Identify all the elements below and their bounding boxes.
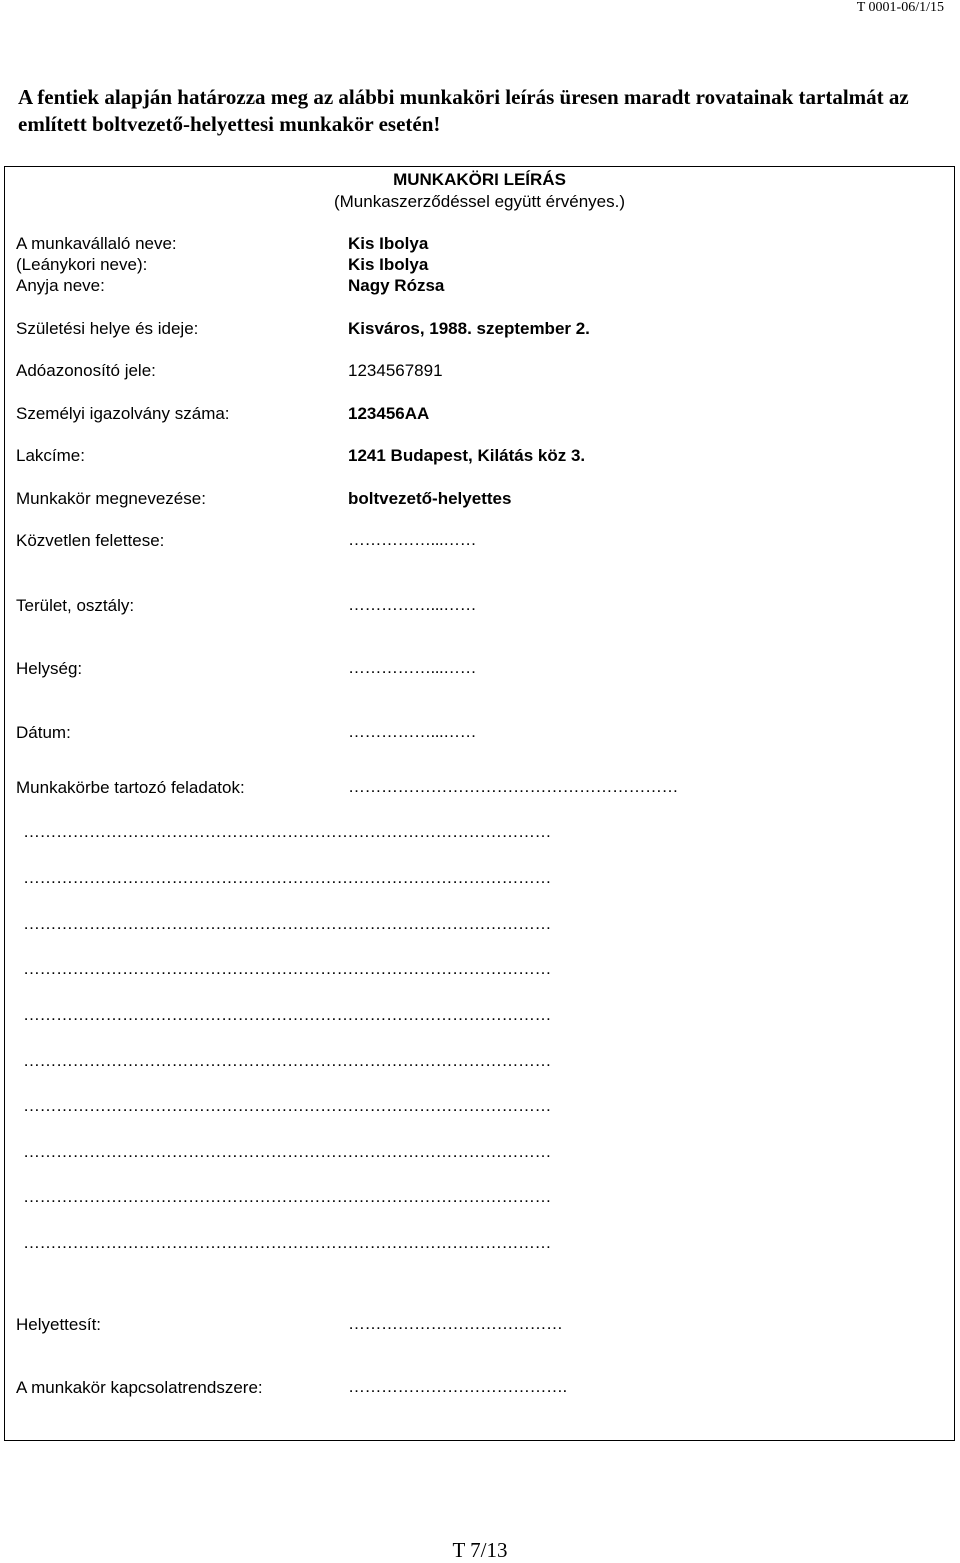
address-value: 1241 Budapest, Kilátás köz 3.: [348, 446, 586, 465]
task-line[interactable]: ……………………………………………………………………………………: [23, 1187, 551, 1206]
id-card-value: 123456AA: [348, 404, 430, 423]
tasks-field[interactable]: ……………………………………………………: [348, 777, 678, 796]
birth-value: Kisváros, 1988. szeptember 2.: [348, 319, 590, 338]
tax-id-value: 1234567891: [348, 361, 443, 380]
task-line[interactable]: ……………………………………………………………………………………: [23, 959, 551, 978]
task-line[interactable]: ……………………………………………………………………………………: [23, 822, 551, 841]
maiden-name-label: (Leánykori neve):: [16, 255, 148, 274]
form-subtitle: (Munkaszerződéssel együtt érvényes.): [333, 192, 626, 211]
task-line[interactable]: ……………………………………………………………………………………: [23, 1005, 551, 1024]
substitute-label: Helyettesít:: [16, 1315, 102, 1334]
job-description-form: [4, 166, 955, 1441]
supervisor-field[interactable]: ……………...……: [348, 530, 477, 549]
address-label: Lakcíme:: [16, 446, 85, 465]
id-card-label: Személyi igazolvány száma:: [16, 404, 230, 423]
page-number: T 7/13: [452, 1538, 508, 1562]
task-line[interactable]: ……………………………………………………………………………………: [23, 868, 551, 887]
employee-name-label: A munkavállaló neve:: [16, 234, 177, 253]
maiden-name-value: Kis Ibolya: [348, 255, 429, 274]
substitute-field[interactable]: …………………………………: [348, 1314, 563, 1333]
date-field[interactable]: ……………...……: [348, 722, 477, 741]
supervisor-label: Közvetlen felettese:: [16, 531, 165, 550]
form-title: MUNKAKÖRI LEÍRÁS: [393, 170, 566, 189]
task-line[interactable]: ……………………………………………………………………………………: [23, 1233, 551, 1252]
instruction-text: A fentiek alapján határozza meg az alábbi munkaköri leírás üresen maradt rovatainak tartalmát az említett boltvezető-helyettesi munkakör esetén!: [18, 85, 909, 136]
employee-name-value: Kis Ibolya: [348, 234, 429, 253]
job-title-value: boltvezető-helyettes: [348, 489, 512, 508]
task-line[interactable]: ……………………………………………………………………………………: [23, 1096, 551, 1115]
birth-label: Születési helye és ideje:: [16, 319, 199, 338]
department-label: Terület, osztály:: [16, 596, 135, 615]
location-field[interactable]: ……………...……: [348, 658, 477, 677]
relations-field[interactable]: ………………………………….: [348, 1377, 567, 1396]
date-label: Dátum:: [16, 723, 71, 742]
document-code: T 0001-06/1/15: [856, 0, 944, 15]
tasks-label: Munkakörbe tartozó feladatok:: [16, 778, 245, 797]
task-line[interactable]: ……………………………………………………………………………………: [23, 1051, 551, 1070]
job-title-label: Munkakör megnevezése:: [16, 489, 206, 508]
department-field[interactable]: ……………...……: [348, 595, 477, 614]
task-line[interactable]: ……………………………………………………………………………………: [23, 914, 551, 933]
mother-name-label: Anyja neve:: [16, 276, 105, 295]
mother-name-value: Nagy Rózsa: [348, 276, 445, 295]
location-label: Helység:: [16, 659, 83, 678]
tax-id-label: Adóazonosító jele:: [16, 361, 156, 380]
task-line[interactable]: ……………………………………………………………………………………: [23, 1142, 551, 1161]
relations-label: A munkakör kapcsolatrendszere:: [16, 1378, 263, 1397]
